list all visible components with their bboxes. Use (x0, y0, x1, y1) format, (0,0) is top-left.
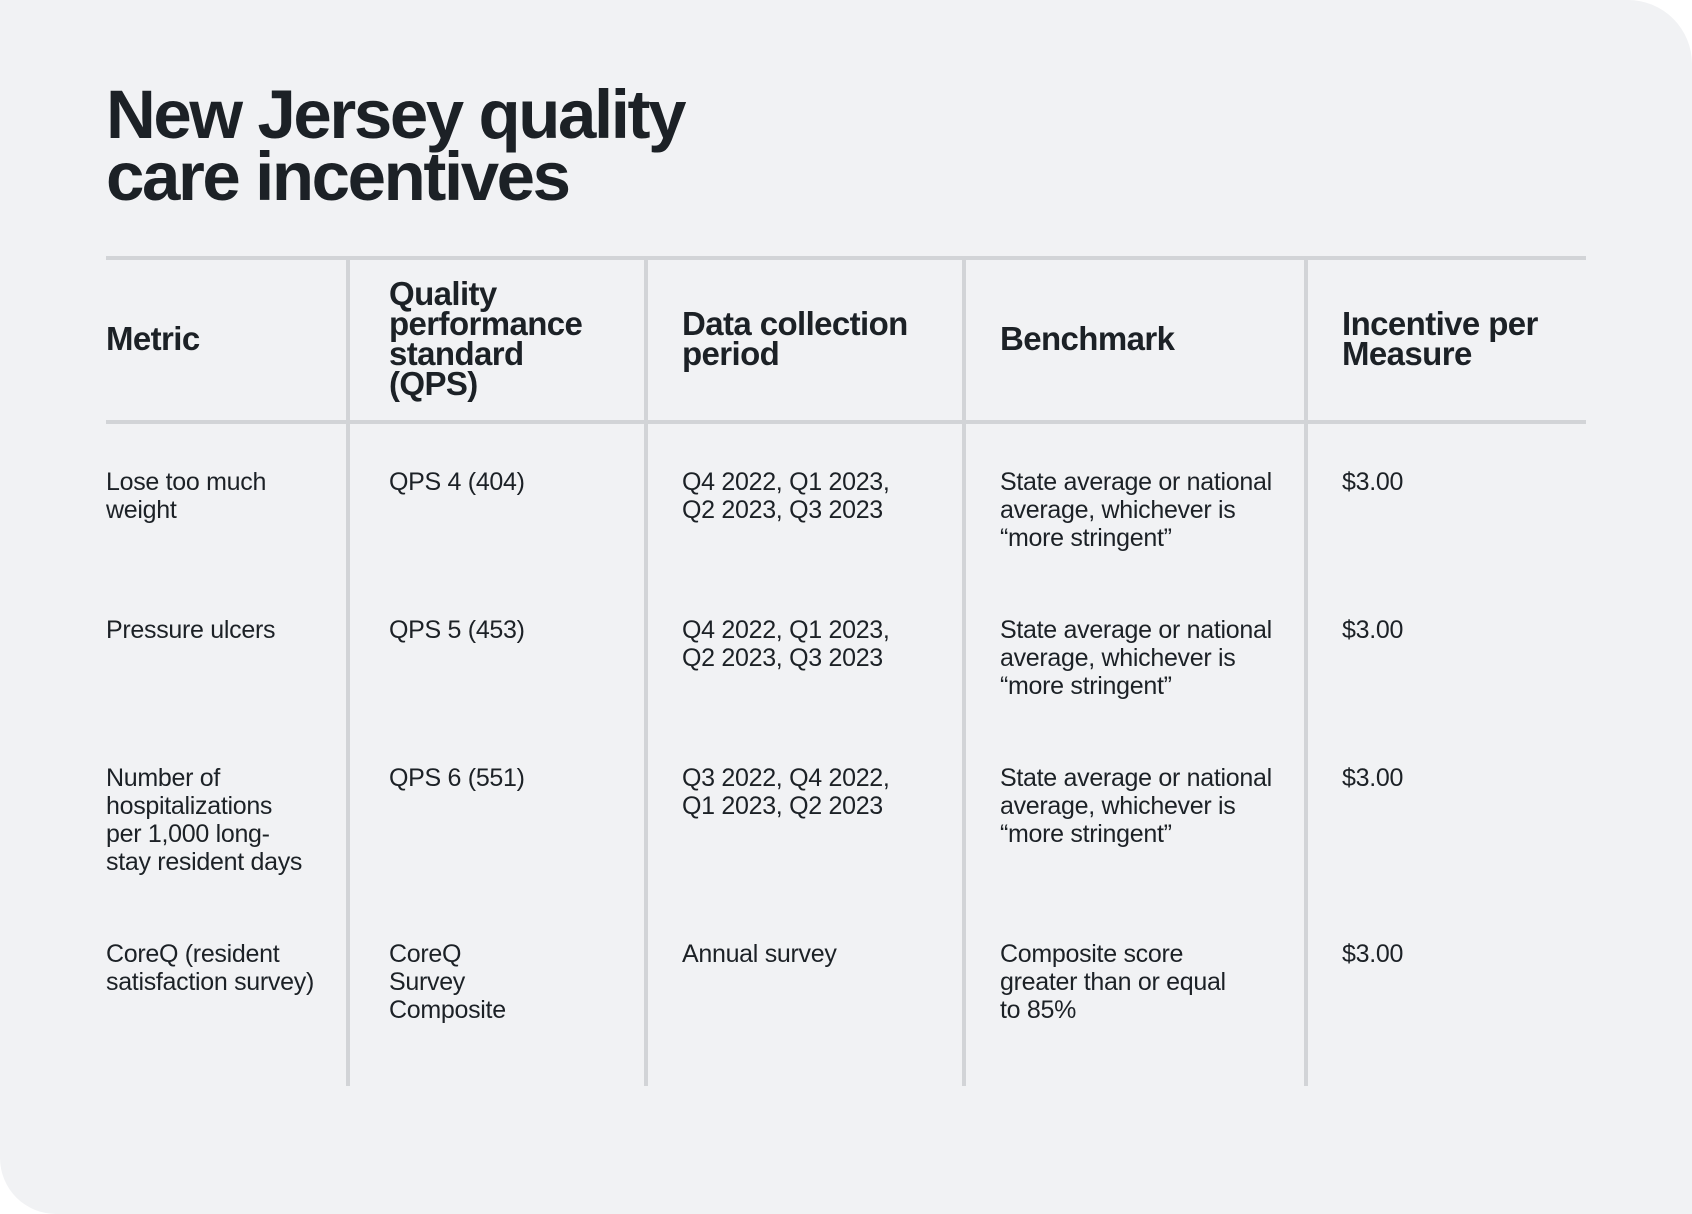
cell-line: Composite score (1000, 940, 1184, 968)
header-period-line: period (682, 335, 780, 372)
row-1-benchmark (1000, 468, 1300, 552)
header-benchmark (1000, 260, 1290, 418)
cell-line: Survey (389, 968, 466, 996)
title-line-2: care incentives (106, 138, 569, 215)
column-divider (962, 256, 966, 1086)
cell-line: Q1 2023, Q2 2023 (682, 792, 883, 820)
row-1-metric (106, 468, 336, 524)
cell-line: average, whichever is (1000, 496, 1236, 524)
row-3-benchmark (1000, 764, 1300, 848)
cell-line: greater than or equal (1000, 968, 1226, 996)
column-divider (1304, 256, 1308, 1086)
cell-line: Q2 2023, Q3 2023 (682, 496, 883, 524)
header-qps (389, 260, 639, 418)
cell-line: QPS 5 (453) (389, 616, 525, 644)
cell-line: per 1,000 long- (106, 820, 270, 848)
header-incentive-line: Incentive per (1342, 305, 1538, 342)
row-2-qps (389, 616, 639, 644)
row-3-metric (106, 764, 336, 876)
row-2-metric (106, 616, 336, 644)
header-qps-line: standard (389, 335, 524, 372)
row-3-period (682, 764, 957, 820)
row-4-metric (106, 940, 341, 996)
row-3-qps (389, 764, 639, 792)
row-4-period (682, 940, 957, 968)
cell-line: CoreQ (resident (106, 940, 280, 968)
header-qps-line: Quality (389, 275, 497, 312)
cell-line: Q4 2022, Q1 2023, (682, 468, 890, 496)
cell-line: average, whichever is (1000, 644, 1236, 672)
row-2-period (682, 616, 957, 672)
header-metric (106, 260, 336, 418)
header-benchmark-text: Benchmark (1000, 320, 1175, 357)
cell-line: Q4 2022, Q1 2023, (682, 616, 890, 644)
column-divider (346, 256, 350, 1086)
column-divider (644, 256, 648, 1086)
cell-line: Number of (106, 764, 221, 792)
cell-line: hospitalizations (106, 792, 273, 820)
row-1-qps (389, 468, 639, 496)
cell-line: Q3 2022, Q4 2022, (682, 764, 890, 792)
cell-line: “more stringent” (1000, 820, 1172, 848)
row-1-incentive (1342, 468, 1582, 496)
header-incentive (1342, 260, 1582, 418)
cell-line: Q2 2023, Q3 2023 (682, 644, 883, 672)
cell-line: $3.00 (1342, 616, 1404, 644)
cell-line: “more stringent” (1000, 524, 1172, 552)
row-3-incentive (1342, 764, 1582, 792)
cell-line: $3.00 (1342, 940, 1404, 968)
cell-line: State average or national (1000, 616, 1272, 644)
header-incentive-line: Measure (1342, 335, 1472, 372)
cell-line: $3.00 (1342, 468, 1404, 496)
cell-line: $3.00 (1342, 764, 1404, 792)
cell-line: Annual survey (682, 940, 837, 968)
cell-line: to 85% (1000, 996, 1077, 1024)
cell-line: Composite (389, 996, 506, 1024)
row-4-incentive (1342, 940, 1582, 968)
cell-line: State average or national (1000, 468, 1272, 496)
cell-line: Pressure ulcers (106, 616, 276, 644)
header-period-line: Data collection (682, 305, 908, 342)
row-4-benchmark (1000, 940, 1300, 1024)
cell-line: CoreQ (389, 940, 462, 968)
title-line-1: New Jersey quality (106, 76, 685, 153)
page-title (106, 76, 685, 215)
cell-line: average, whichever is (1000, 792, 1236, 820)
header-bottom-rule (106, 420, 1586, 424)
row-2-benchmark (1000, 616, 1300, 700)
cell-line: stay resident days (106, 848, 303, 876)
cell-line: Lose too much (106, 468, 267, 496)
cell-line: QPS 6 (551) (389, 764, 525, 792)
header-metric-text: Metric (106, 320, 200, 357)
cell-line: State average or national (1000, 764, 1272, 792)
row-4-qps (389, 940, 639, 1024)
header-qps-line: (QPS) (389, 365, 478, 402)
row-1-period (682, 468, 957, 524)
cell-line: “more stringent” (1000, 672, 1172, 700)
row-2-incentive (1342, 616, 1582, 644)
cell-line: weight (106, 496, 177, 524)
header-qps-line: performance (389, 305, 583, 342)
incentives-table (106, 256, 1586, 1086)
cell-line: QPS 4 (404) (389, 468, 525, 496)
header-period (682, 260, 952, 418)
cell-line: satisfaction survey) (106, 968, 314, 996)
